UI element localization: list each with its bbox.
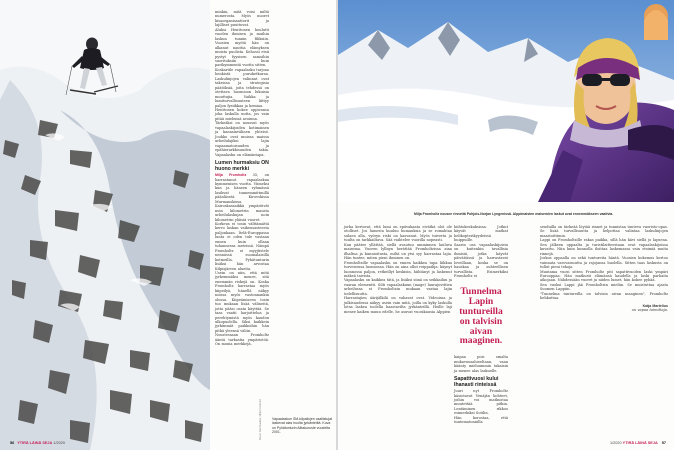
magazine-name: YTIRÄ LÄINÄ SEJA — [17, 441, 53, 445]
right-text-column-1 — [344, 225, 452, 314]
subheading: Lumen hurmaksiu ON huono merkki — [215, 159, 269, 172]
paragraph: Muutama vuosi sitten Fromholtz piti sapattivuoden laski ympäri Eurooppaa. Hän matkusti elämänsä kaudella ja laski parhaita aikojaan. Nähdessään vuoret ja niiden lumet, hän kokee pyhää. — [540, 269, 668, 283]
paragraph: Aluksi Henttonen koulutti vuoden ihmisen ja muihin laskun tunnin filiksiin. Vuosien myötä hän on alkanut nauttia elämyksen muista puolista. Kehossi etsii pystyt fyysisen samoihin suorituksiin kuin parikymmentä vuotta sitten. — [215, 27, 269, 68]
paragraph: minkin, mitä voisi miltä numerosta. Myös nuoret kisaorganisaattorit ja lajilliset puuttuvat. — [215, 10, 269, 28]
paragraph: Milja Fromholtz 35, on harrastanut vapaalaskua kymmenisen vuotta. Viimeksi kun ja häneen ryhmässä lasikvat tunnemmittmillä päänläsetä Kirovskissa Murmanskissa. Kairoskassaikkä ympäröivät noin kilometrin mausta urheilulaskujan noin kilometrin yläisiä vuoret. — [215, 173, 269, 222]
paragraph: "Tunnelma tuntureilla on talvisin aivan maaginen", Fromholtz hehkuttaa. — [540, 291, 668, 301]
subheading: Sapattivuosi kului Ihanasti rinteissä — [454, 376, 499, 388]
page-number: 57 — [661, 441, 666, 445]
right-photo-caption: Milja Fromholtz nousee rinnettä Pohjois-Norjan Lyngenissä. Alppimaisten maisemien laskut ovat ennemmäkseen vaativia. — [414, 212, 614, 216]
photo-credit: Kuvat: Kari Kuukka, Milja Fromholtz — [259, 398, 262, 440]
left-page — [0, 0, 336, 450]
paragraph: Joskus oppaalla on sekä tuntureita häntä. Vuosien kokemus kertoo vainnata varovaisuutta ja rajojansa huolella. Sitten taas laskusta on tullut pieni tekoja. — [540, 256, 668, 270]
selfie-mountain-photo — [338, 0, 674, 202]
left-folio — [10, 441, 65, 445]
author-role: on vapaa toimittaja. — [631, 308, 668, 313]
paragraph: Vapaalasku on kaikkea tätä, ja lisäksi siinä on seikkailun ja vaaran elementti. Silti vapaalaskuun (mage) luurajuvittien urheilussa ei Fromholtzin mukaan vastaa lajin todellisuutta. — [344, 278, 452, 296]
skier-cliff-photo — [0, 0, 210, 450]
paragraph: Usein on niin, että mitä jyrkemmäksi menee, sitä enemmän riskejä on. Koska Fromholtz harrastaa myös kiipeilyä, hänellä näkyy noissa myös vastonnankin olossa. Kiipeämiseen tosin tuo mukaan lisää välineitä, jotta pääsi osata käyttää. Se taas vaatii harjoittelua ja perehtymistä myös kaudon ulkopuolella. Siksi kaikkein jyrkimmät paikkoihin hän pitkä yleensä väliin. — [215, 271, 269, 333]
right-text-column-2 — [454, 225, 508, 425]
pull-quote: Tunnelma Lapin tuntureilla on talvisin aivan maaginen. — [459, 286, 503, 347]
paragraph: Harrastajien äärijälkilä on vahavat ovat. Videoissa ja julkisuudessa näkyy usein vain mitä, joilla on kyky laskulla lotsa laskea toolella haastavilta jyrkänteillä. Heille laji menee kaiken muun edelle, he asuvat vuosikausia Alppien — [344, 296, 452, 314]
page-number: 56 — [10, 441, 15, 445]
paragraph: kaipaa pois omalta mukavuusalueeltaan, vaan käänty mieluummin takaisin ja menee alas laskuelle. — [454, 355, 508, 373]
paragraph: hiihtokeskuksissa. Jotkut käyvät matkat helikopterikyydeissä huippuille. — [454, 225, 508, 243]
paragraph: Henttonen kokee oppivansa joka laskulla uutta, jos vain pitää mielensä avoinna. — [215, 107, 269, 121]
right-text-column-3 — [540, 225, 668, 313]
right-page — [338, 0, 674, 450]
byline: Milja Fromholtz — [215, 173, 247, 178]
paragraph: jorka kertovat, että lumi on epävakaata eivätkä olot ole otolliset. Jos lumesta kuuluu humauksia ja se romahtaa sulaen alla, vyöryn riski on kasvanut. Myös tuiverta ja tuulta on tarkkailtava. Sää vaihtelee vuorilla nopeasti. — [344, 225, 452, 243]
paragraph: Korkeus ei tosin välttämättä kerro laskun vaikeusasteesta paljonkaan. Itelä-Europpassa lunta ei oden tule vastaan ennen kuin ollaan tuhannessa metrissä. Nämpä Fromholtz ei myyjtistele nennässä suomalaisillä kotmeilla. Pyhätunturin lisäksi hän arvostaa Kilpisjärven alueita. — [215, 222, 269, 271]
paragraph: Juuri nyt Fromholtz käsiotavat Venäjän kohteet, joihin voi matkustaa muutettää pitkin. Lentäminen rikkoo esimerkiksi Sotilin. — [454, 389, 508, 416]
right-folio — [610, 441, 666, 445]
paragraph: Kun päätee yllättää, siellä avautuu umminnen lauluva maisema. Vuoren lyllnyn herättää Fromholtzissa aina ilhaltua ja kunnioitusta, miltä on ytsi syy harrastaa lajia. Hän tuntee, miten pieni ihminen on. — [344, 242, 452, 261]
issue-number: 1/2020 — [609, 441, 622, 445]
issue-number: 1/2020 — [53, 441, 65, 445]
paragraph: Saarin osa vapaalaskijoista on kuitenkin tavallisia ihmisiä, jotka käyvät päivätöissä ja harrastavat loveillaan, koska se on hauskaa ja suhteellisen turvallista. Esimerkiksi Fromholtz ei — [454, 242, 508, 278]
paragraph: Sen vuoksi Lappi jää Fromholtzin mieliin. Se muistuttaa ajasta Suomen Lappiin. — [540, 282, 668, 292]
paragraph: Koskartile vapaalasku tarjoaa henkistä puruketkuraa. Laskulinjojen valinnat ovat takeissa ja strategisia päätöksiä, joita tehdessä on otettava huomioon lukuisia muuttujia. Vaikka ja lumiturvallisuuteen liittyy paljon fysiikkaa ja kemiaa. — [215, 67, 269, 108]
left-text-column — [215, 10, 269, 347]
paragraph: Lappi on Fromholtzille rakas paikka, sillä hän kävi siellä jo lapsena. Sen jälkeen oppaalta ja turistilaitteestaan ovat vapaalaskijoissa kuvattu. Niin kuin kunnolla iloittaa laskemassa vain etsimiä muita rinnejä. — [540, 238, 668, 256]
paragraph: seuduilla on tärkeää löytää rinnet ja tunnistaa tunteva vuoristo-opas. Se lisää turvallisuutta ja helpottaa valintaa laskulinjojen maastoittimin. — [540, 225, 668, 238]
paragraph: Fromholtzille vapaalasku on ennen kaikkea tapa liikkua turveisessa luonnossa. Hän on aina ollut reippailija: käynyt luonnossa paljon, retkeillyt keskisin, hiihtänyt ja laskenut mäkeä taivista. — [344, 260, 452, 278]
paragraph: Noustessaan Fromholtz ääntä tarkastia ympäristöä. On monia merkkejä, — [215, 333, 269, 347]
author-name: Katja Martelius — [642, 303, 668, 308]
magazine-name: YTIRÄ LÄINÄ SEJA — [622, 441, 658, 445]
paragraph: Tärkeäksi on noussut myös vapaalaskijoiden kotimainen ja kansainvälinen yhteisö. Joukko ovat muissa maissa urheilulajiksi lajin vapaamatoisuuden ja epähierarkkisuuden takia. Vapaalasku on elämäntapa. — [215, 121, 269, 157]
left-photo-caption: Vapaalaskun SM-kilpailujen osallistujat laskevat alas huolta jyrkänteiltä. Kuva on Pyhätunturin Aittakuruste vuodelta 2001. — [272, 417, 333, 434]
paragraph: Hän korostaa, että tuntematonnilla — [454, 415, 508, 425]
